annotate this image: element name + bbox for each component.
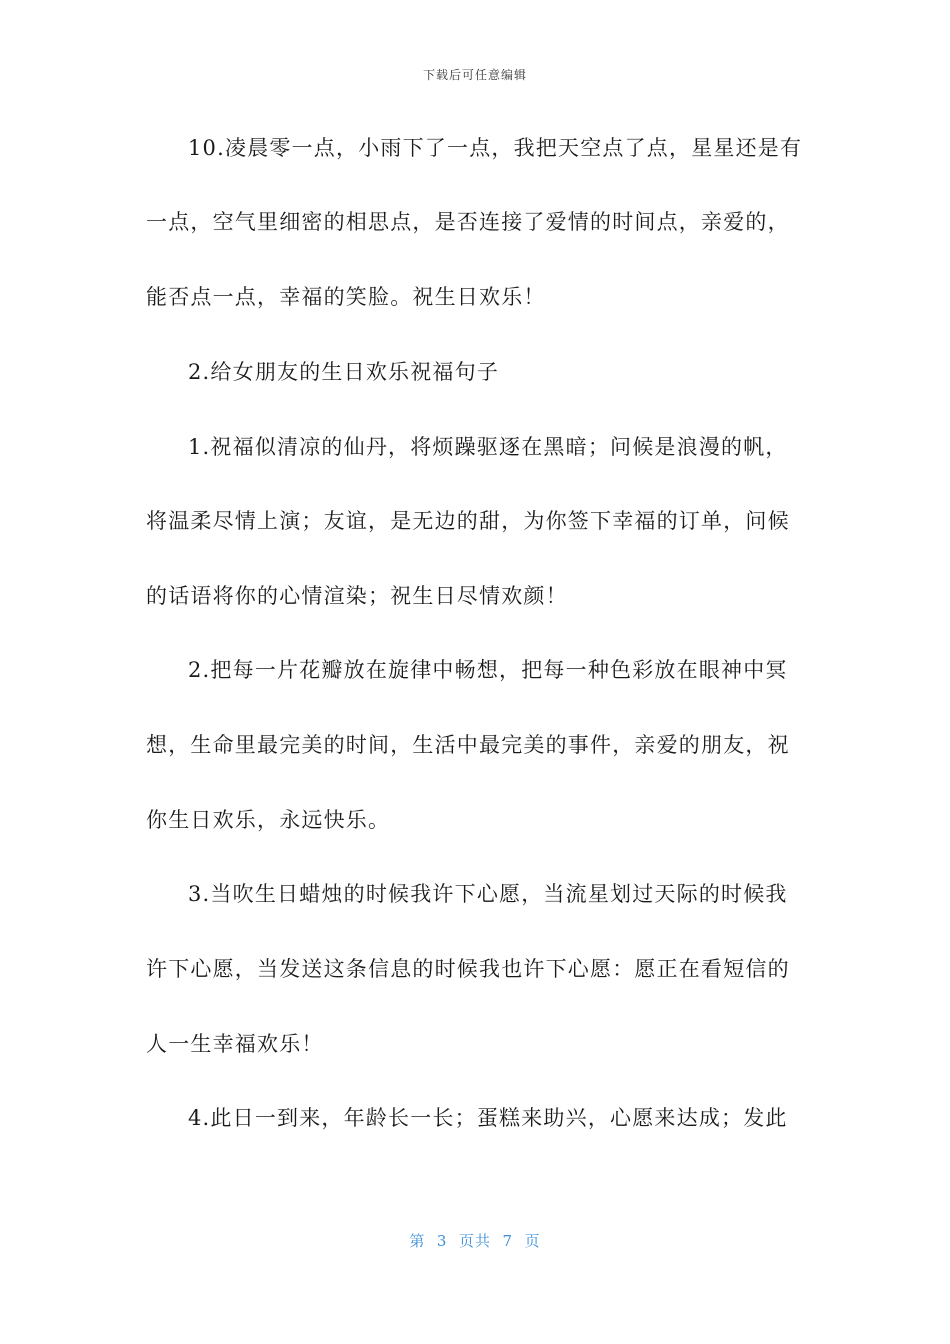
text-line: 想，生命里最完美的时间，生活中最完美的事件，亲爱的朋友，祝	[146, 733, 790, 757]
text-line: 一点，空气里细密的相思点，是否连接了爱情的时间点，亲爱的，	[146, 210, 790, 234]
page-number-footer: 第 3 页共 7 页	[409, 1232, 541, 1250]
text-line: 2.把每一片花瓣放在旋律中畅想，把每一种色彩放在眼神中冥	[188, 658, 788, 682]
text-line: 将温柔尽情上演；友谊，是无边的甜，为你签下幸福的订单，问候	[146, 509, 790, 533]
text-line: 3.当吹生日蜡烛的时候我许下心愿，当流星划过天际的时候我	[188, 882, 788, 906]
text-line: 10.凌晨零一点，小雨下了一点，我把天空点了点，星星还是有	[188, 136, 803, 160]
text-line: 许下心愿，当发送这条信息的时候我也许下心愿：愿正在看短信的	[146, 957, 790, 981]
header-note: 下载后可任意编辑	[422, 68, 527, 82]
section-heading: 2.给女朋友的生日欢乐祝福句子	[188, 360, 500, 384]
text-line: 1.祝福似清凉的仙丹，将烦躁驱逐在黑暗；问候是浪漫的帆，	[188, 435, 788, 459]
text-line: 人一生幸福欢乐！	[146, 1032, 324, 1056]
text-line: 4.此日一到来，年龄长一长；蛋糕来助兴，心愿来达成；发此	[188, 1106, 788, 1130]
text-line: 的话语将你的心情渲染；祝生日尽情欢颜！	[146, 584, 568, 608]
text-line: 你生日欢乐，永远快乐。	[146, 808, 391, 832]
text-line: 能否点一点，幸福的笑脸。祝生日欢乐！	[146, 285, 546, 309]
